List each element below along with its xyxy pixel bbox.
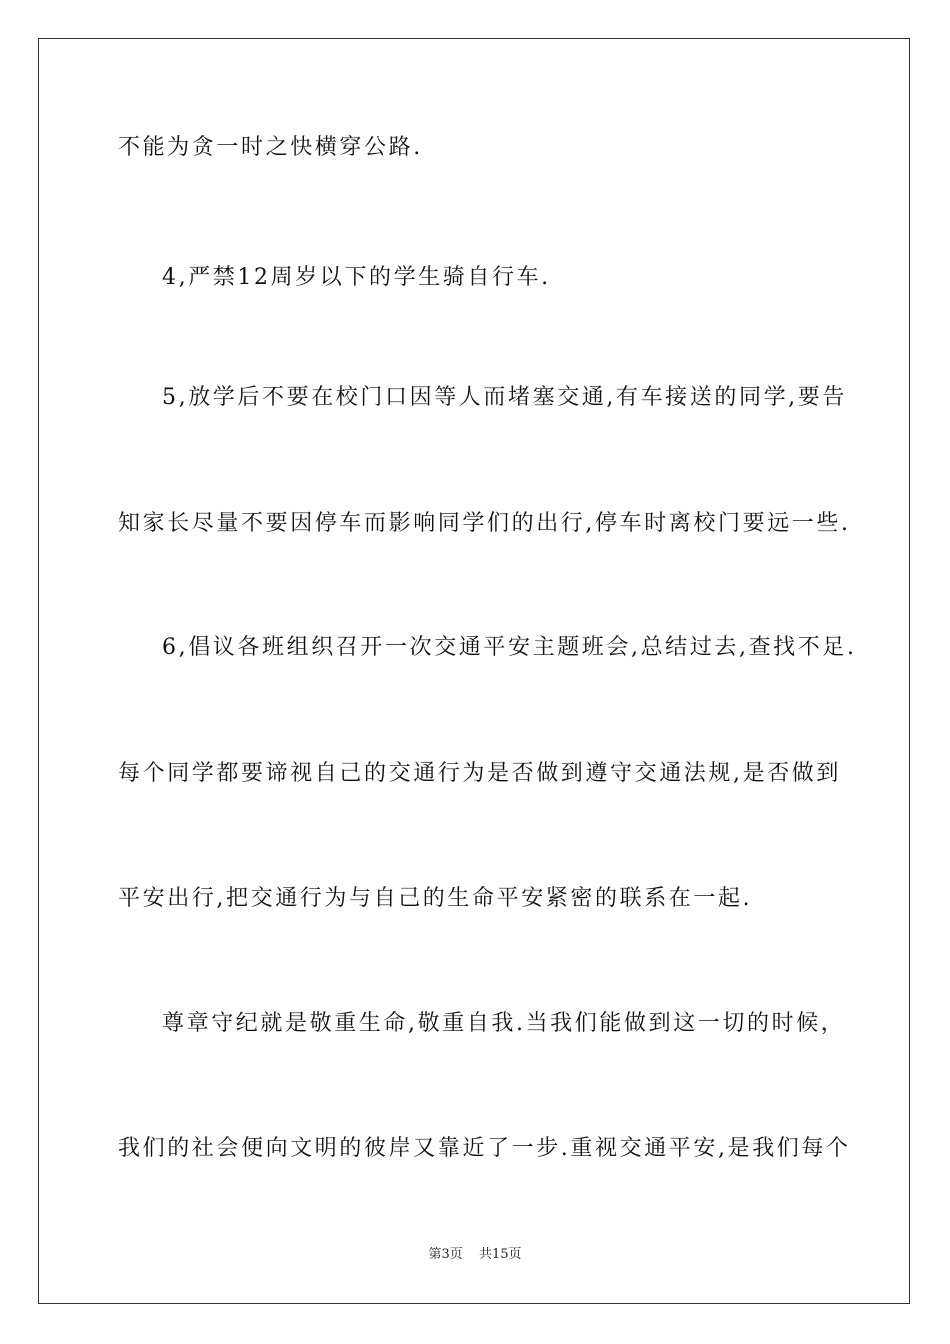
text-line: 4,严禁12周岁以下的学生骑自行车. (162, 265, 551, 290)
page-footer (0, 1246, 950, 1264)
text-line: 我们的社会便向文明的彼岸又靠近了一步.重视交通平安,是我们每个 (118, 1136, 851, 1161)
page-number: 第3页 (428, 1247, 463, 1262)
text-line: 6,倡议各班组织召开一次交通平安主题班会,总结过去,查找不足. (162, 635, 857, 660)
text-line: 每个同学都要谛视自己的交通行为是否做到遵守交通法规,是否做到 (118, 761, 841, 786)
text-line: 不能为贪一时之快横穿公路. (118, 135, 423, 160)
page-total: 共15页 (478, 1247, 522, 1262)
page-border (38, 38, 910, 1304)
text-line: 平安出行,把交通行为与自己的生命平安紧密的联系在一起. (118, 886, 753, 911)
text-line: 5,放学后不要在校门口因等人而堵塞交通,有车接送的同学,要告 (162, 385, 847, 410)
text-line: 尊章守纪就是敬重生命,敬重自我.当我们能做到这一切的时候， (162, 1011, 846, 1036)
text-line: 知家长尽量不要因停车而影响同学们的出行,停车时离校门要远一些. (118, 511, 851, 536)
